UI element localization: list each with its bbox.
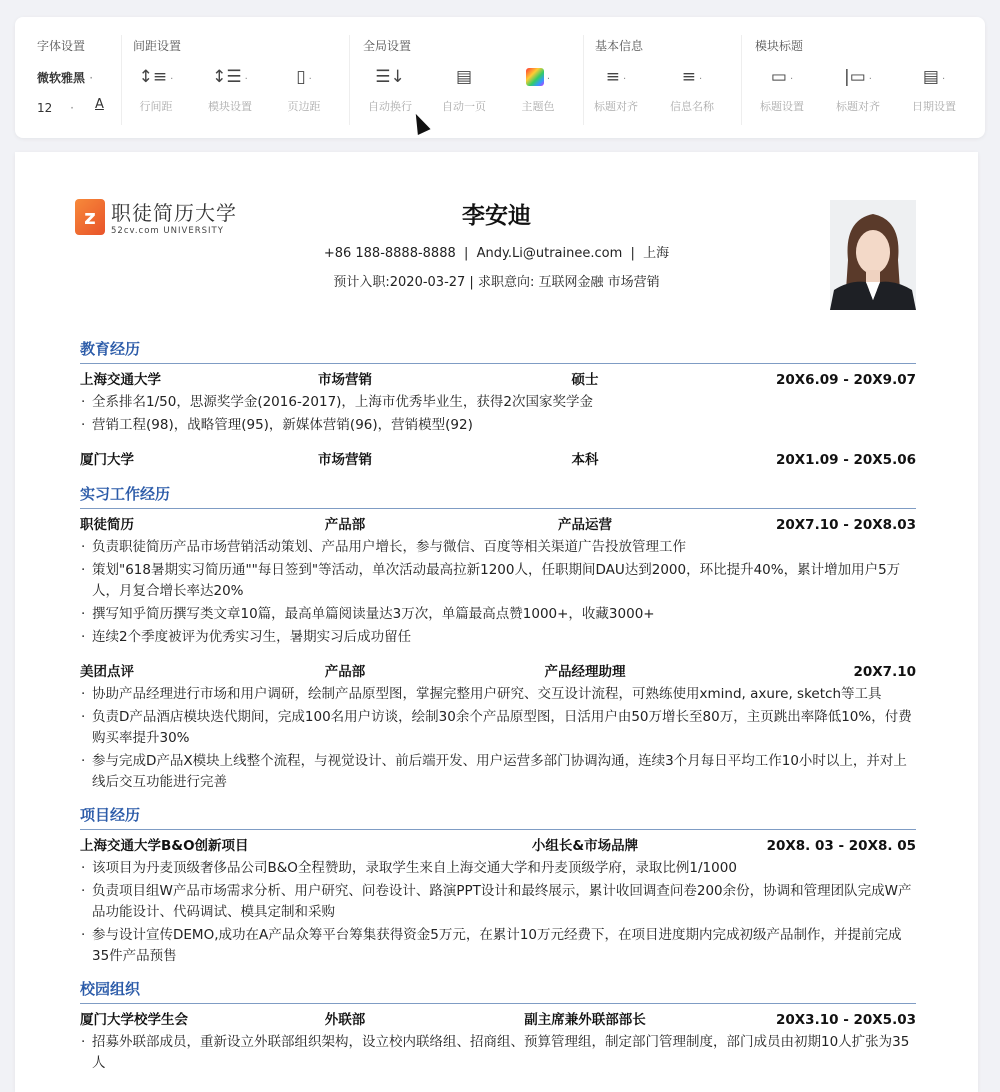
info-name-button[interactable]: ≡ · 信息名称 — [657, 65, 727, 114]
department: 市场营销 — [318, 452, 372, 468]
module-spacing-icon: ↕☰ · — [212, 67, 248, 87]
profile-photo — [830, 200, 916, 310]
department: 产品部 — [324, 664, 366, 680]
module-title-align-button[interactable]: |▭ · 标题对齐 — [823, 65, 893, 114]
bullet-item: · 连续2个季度被评为优秀实习生，暑期实习后成功留任 — [80, 627, 916, 648]
line-spacing-button[interactable]: ↕≡ · 行间距 — [121, 65, 191, 114]
contact-info: +86 188-8888-8888 | Andy.Li@utrainee.com | 上海 — [323, 246, 670, 261]
resume-page — [15, 152, 978, 1092]
logo: z 职徒简历大学 52cv.com UNIVERSITY — [75, 197, 237, 236]
role: 本科 — [571, 452, 599, 468]
module-spacing-button[interactable]: ↕☰ · 模块设置 — [195, 65, 265, 114]
bullet-item: · 负责项目组W产品市场需求分析、用户研究、问卷设计、路演PPT设计和最终展示，累计收回调查问卷200余份，协调和管理团队完成W产品功能设计、代码调试、模具定制和采购 — [80, 881, 916, 923]
entry-header — [80, 515, 916, 537]
page-margin-icon: ▯ · — [296, 67, 312, 87]
organization: 上海交通大学 — [80, 372, 161, 388]
line-spacing-icon: ↕≡ · — [138, 67, 174, 87]
theme-color-icon: · — [503, 65, 573, 89]
section-title: 实习工作经历 — [80, 484, 916, 509]
date-range: 20X6.09 - 20X9.07 — [775, 372, 916, 388]
logo-icon: z — [75, 199, 105, 235]
bullet-item: · 参与完成D产品X模块上线整个流程，与视觉设计、前后端开发、用户运营多部门协调沟通，连续3个月每日平均工作10小时以上，并对上线后交互功能进行完善 — [80, 751, 916, 793]
organization: 职徒简历 — [80, 517, 134, 533]
date-range: 20X7.10 - 20X8.03 — [775, 517, 916, 533]
entry-header — [80, 1010, 916, 1032]
font-size-select[interactable]: 12 · — [37, 101, 74, 115]
organization: 美团点评 — [80, 664, 134, 680]
align-center-icon: ≡ · — [605, 67, 627, 87]
bullet-item: · 该项目为丹麦顶级奢侈品公司B&O全程赞助，录取学生来自上海交通大学和丹麦顶级学府，录取比例1/1000 — [80, 858, 916, 879]
bullet-item: · 参与设计宣传DEMO,成功在A产品众筹平台筹集获得资金5万元，在累计10万元经费下，在项目进度期内完成初级产品制作，并提前完成35件产品预售 — [80, 925, 916, 967]
theme-color-button[interactable]: · 主题色 — [503, 65, 573, 114]
organization: 厦门大学校学生会 — [80, 1012, 188, 1028]
group-label-spacing: 间距设置 — [133, 39, 182, 53]
date-range: 20X1.09 - 20X5.06 — [775, 452, 916, 468]
font-family-select[interactable]: 微软雅黑 · — [37, 71, 94, 85]
title-style-icon: ▭ · — [770, 67, 794, 87]
department: 产品部 — [324, 517, 366, 533]
auto-wrap-button[interactable]: ☰↓ 自动换行 — [355, 65, 425, 114]
role: 副主席兼外联部部长 — [524, 1012, 646, 1028]
section-title: 校园组织 — [80, 979, 916, 1004]
group-label-font: 字体设置 — [37, 39, 86, 53]
role: 小组长&市场品牌 — [531, 838, 639, 854]
page-margin-button[interactable]: ▯ · 页边距 — [269, 65, 339, 114]
entry-header — [80, 450, 916, 472]
entry-header — [80, 662, 916, 684]
auto-one-page-icon: ▤ — [455, 67, 473, 87]
bullet-item: · 策划"618暑期实习简历通""每日签到"等活动，单次活动最高拉新1200人，任职期间DAU达到2000，环比提升40%，累计增加用户5万人，月复合增长率达20% — [80, 560, 916, 602]
organization: 厦门大学 — [80, 452, 134, 468]
candidate-name: 李安迪 — [462, 203, 531, 229]
date-range: 20X7.10 — [853, 664, 916, 680]
group-label-module-title: 模块标题 — [755, 39, 804, 53]
align-center-icon: ≡ · — [681, 67, 703, 87]
entry-header — [80, 836, 916, 858]
role: 硕士 — [571, 372, 599, 388]
auto-one-page-button[interactable]: ▤ 自动一页 — [429, 65, 499, 114]
title-style-button[interactable]: ▭ · 标题设置 — [747, 65, 817, 114]
section-title: 教育经历 — [80, 339, 916, 364]
group-label-global: 全局设置 — [363, 39, 412, 53]
date-setting-icon: ▤ · — [922, 67, 946, 87]
role: 产品经理助理 — [544, 664, 626, 680]
department: 外联部 — [324, 1012, 366, 1028]
bullet-item: · 全系排名1/50，思源奖学金(2016-2017)，上海市优秀毕业生，获得2次国家奖学金 — [80, 392, 916, 413]
entry-header — [80, 370, 916, 392]
organization: 上海交通大学B&O创新项目 — [80, 838, 249, 854]
section-title: 项目经历 — [80, 805, 916, 830]
date-setting-button[interactable]: ▤ · 日期设置 — [899, 65, 969, 114]
bullet-item: · 撰写知乎简历撰写类文章10篇，最高单篇阅读量达3万次，单篇最高点赞1000+，收藏3000+ — [80, 604, 916, 625]
job-intent: 预计入职:2020-03-27 | 求职意向: 互联网金融 市场营销 — [333, 275, 660, 290]
resume-editor-toolbar — [15, 17, 985, 138]
bullet-item: · 招募外联部成员，重新设立外联部组织架构，设立校内联络组、招商组、预算管理组，制定部门管理制度，部门成员由初期10人扩张为35人 — [80, 1032, 916, 1074]
department: 市场营销 — [318, 372, 372, 388]
title-align-button[interactable]: ≡ · 标题对齐 — [581, 65, 651, 114]
bullet-item: · 营销工程(98)，战略管理(95)，新媒体营销(96)，营销模型(92) — [80, 415, 916, 436]
date-range: 20X3.10 - 20X5.03 — [775, 1012, 916, 1028]
resume-content — [80, 327, 916, 1076]
auto-wrap-icon: ☰↓ — [375, 67, 405, 87]
bullet-item: · 负责职徒简历产品市场营销活动策划、产品用户增长，参与微信、百度等相关渠道广告投放管理工作 — [80, 537, 916, 558]
font-color-icon[interactable]: A — [95, 97, 104, 112]
group-label-basic-info: 基本信息 — [595, 39, 644, 53]
role: 产品运营 — [558, 517, 612, 533]
date-range: 20X8. 03 - 20X8. 05 — [766, 838, 916, 854]
bullet-item: · 负责D产品酒店模块迭代期间，完成100名用户访谈，绘制30余个产品原型图，日活用户由50万增长至80万，主页跳出率降低10%，付费购买率提升30% — [80, 707, 916, 749]
bullet-item: · 协助产品经理进行市场和用户调研，绘制产品原型图，掌握完整用户研究、交互设计流程，可熟练使用xmind, axure, sketch等工具 — [80, 684, 916, 705]
title-align-icon: |▭ · — [844, 67, 872, 87]
